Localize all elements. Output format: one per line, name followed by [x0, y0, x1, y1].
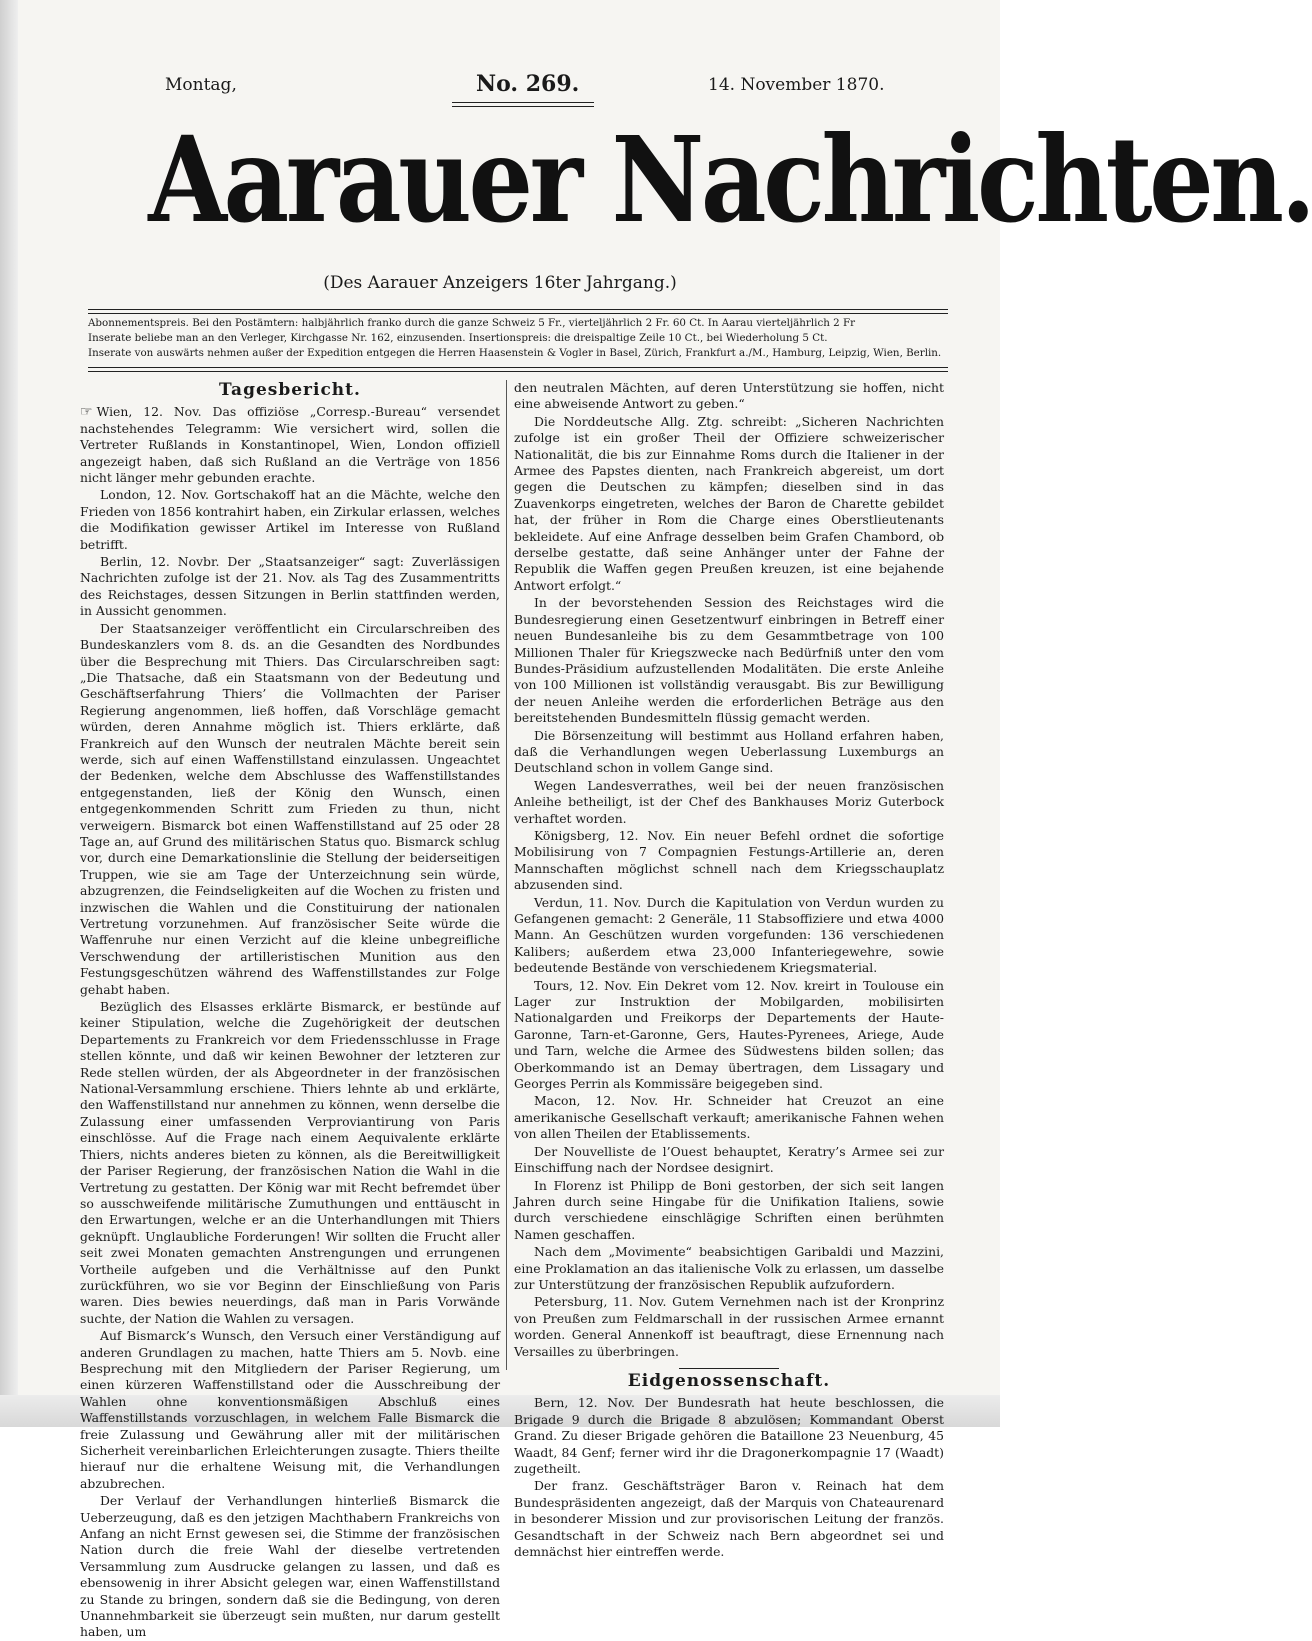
article-paragraph: Der Verlauf der Verhandlungen hinterließ Bismarck die Ueberzeugung, daß es den jetzigen Machthabern Frankreichs von Anfang an nicht Ernst gewesen sei, die Stimme der französischen Nation durch die freie Wahl der dieselbe vertretenden Versammlung zum Ausdrucke gelangen zu lassen, und daß es ebensowenig in ihrer Absicht gelegen war, einen Waffenstillstand zu Stande zu bringen, sondern daß sie die Bedingung, von deren Unannehmbarkeit sie überzeugt sein mußten, nur darum gestellt haben, um [80, 1493, 500, 1640]
article-paragraph: In Florenz ist Philipp de Boni gestorben, der sich seit langen Jahren durch seine Hingabe für die Unifikation Italiens, sowie durch verschiedene einschlägige Schriften einen berühmten Namen geschaffen. [514, 1177, 944, 1242]
left-column [80, 380, 500, 1640]
section-rule [88, 367, 948, 372]
column-divider [506, 380, 507, 1370]
pointing-hand-icon: ☞ [80, 404, 93, 421]
article-paragraph: In der bevorstehenden Session des Reichstages wird die Bundesregierung einen Gesetzentwurf einbringen in Betreff einer neuen Bundesanleihe bis zu dem Gesammtbetrage von 100 Millionen Thaler für Kriegszwecke nach Bedürfniß unter den vom Bundes-Präsidium aufzustellenden Modalitäten. Die erste Anleihe von 100 Millionen ist vollständig verausgabt. Bis zur Bewilligung der neuen Anleihe werden die erforderlichen Beträge aus den bereitstehenden Bundesmitteln flüssig gemacht werden. [514, 595, 944, 726]
issue-day: Montag, [165, 75, 237, 95]
issue-number-rule [452, 102, 594, 107]
right-column [514, 380, 944, 1560]
section-heading-eidgenossenschaft: Eidgenossenschaft. [627, 1370, 831, 1391]
article-paragraph: Auf Bismarck’s Wunsch, den Versuch einer Verständigung auf anderen Grundlagen zu machen, hatte Thiers am 5. Novb. eine Besprechung mit den Mitgliedern der Pariser Regierung, um einen kürzeren Waffenstillstand oder die Ausschreibung der Wahlen ohne konventionsmäßigen Abschluß eines Waffenstillstands vorzuschlagen, in welchem Falle Bismarck die freie Zulassung und Gewährung aller mit der militärischen Sicherheit vereinbarlichen Erleichterungen zusagte. Thiers theilte hierauf nur die erhaltene Weisung mit, die Verhandlungen abzubrechen. [80, 1328, 500, 1491]
header-rule [88, 309, 948, 314]
issue-number: No. 269. [476, 71, 580, 97]
masthead-title: Aarauer Nachrichten. [148, 110, 1312, 249]
masthead [88, 110, 1312, 250]
subscription-info [88, 316, 950, 361]
article-paragraph: Der Staatsanzeiger veröffentlicht ein Circularschreiben des Bundeskanzlers vom 8. ds. an die Gesandten des Nordbundes über die Besprechung mit Thiers. Das Circularschreiben sagt: „Die Thatsache, daß ein Staatsmann von der Bedeutung und Geschäftserfahrung Thiers’ die Vollmachten der Pariser Regierung angenommen, ließ hoffen, daß Vorschläge gemacht würden, deren Annahme möglich ist. Thiers erklärte, daß Frankreich auf den Wunsch der neutralen Mächte bereit sein werde, sich auf einen Waffenstillstand einzulassen. Ungeachtet der Bedenken, welche dem Abschlusse des Waffenstillstandes entgegenstanden, ließ der König den Wunsch, einen entgegenkommenden Schritt zum Frieden zu thun, nicht verweigern. Bismarck bot einen Waffenstillstand auf 25 oder 28 Tage an, auf Grund des militärischen Status quo. Bismarck schlug vor, durch eine Demarkationslinie die Stellung der beiderseitigen Truppen, wie sie am Tage der Unterzeichnung sein würde, abzugrenzen, die Feindseligkeiten auf die Wochen zu fristen und inzwischen die Wahlen und die Constituirung der nationalen Vertretung vorzunehmen. Auf französischer Seite würde die Waffenruhe nur einen Verzicht auf die kleine unbegreifliche Verschwendung der artilleristischen Munition aus den Festungsgeschützen während des Waffenstillstandes zur Folge gehabt haben. [80, 620, 500, 997]
article-paragraph: Der Nouvelliste de l’Ouest behauptet, Keratry’s Armee sei zur Einschiffung nach der Nordsee designirt. [514, 1143, 944, 1176]
subscription-line: Inserate von auswärts nehmen außer der Expedition entgegen die Herren Haasenstein & Vogler in Basel, Zürich, Frankfurt a./M., Hamburg, Leipzig, Wien, Berlin. [88, 347, 942, 359]
article-paragraph: Bern, 12. Nov. Der Bundesrath hat heute beschlossen, die Brigade 9 durch die Brigade 8 abzulösen; Kommandant Oberst Grand. Zu dieser Brigade gehören die Bataillone 23 Neuenburg, 45 Waadt, 84 Genf; ferner wird ihr die Dragonerkompagnie 17 (Waadt) zugetheilt. [514, 1395, 944, 1476]
issue-date: 14. November 1870. [708, 75, 885, 95]
subscription-line: Inserate beliebe man an den Verleger, Kirchgasse Nr. 162, einzusenden. Insertionspreis: die dreispaltige Zeile 10 Ct., bei Wiederholung 5 Ct. [88, 332, 828, 344]
scan-edge-left [0, 0, 18, 1427]
subscription-line: Abonnementspreis. Bei den Postämtern: halbjährlich franko durch die ganze Schweiz 5 Fr., vierteljährlich 2 Fr. 60 Ct. In Aarau vierteljährlich 2 Fr [88, 317, 856, 329]
heading-rule [679, 1368, 779, 1369]
article-paragraph: Berlin, 12. Novbr. Der „Staatsanzeiger“ sagt: Zuverlässigen Nachrichten zufolge ist der 21. Nov. als Tag des Zusammentritts des Reichstages, dessen Sitzungen in Berlin stattfinden werden, in Aussicht genommen. [80, 554, 500, 619]
article-paragraph: Der franz. Geschäftsträger Baron v. Reinach hat dem Bundespräsidenten angezeigt, daß der Marquis von Chateaurenard in besonderer Mission und zur provisorischen Leitung der französ. Gesandtschaft in der Schweiz nach Bern abgeordnet sei und demnächst hier eintreffen werde. [514, 1478, 944, 1560]
article-paragraph: Verdun, 11. Nov. Durch die Kapitulation von Verdun wurden zu Gefangenen gemacht: 2 Generäle, 11 Stabsoffiziere und etwa 4000 Mann. An Geschützen wurden vorgefunden: 136 verschiedenen Kalibers; außerdem etwa 23,000 Infanteriegewehre, sowie bedeutende Bestände von verschiedenem Kriegsmaterial. [514, 894, 944, 976]
article-paragraph: Nach dem „Movimente“ beabsichtigen Garibaldi und Mazzini, eine Proklamation an das italienische Volk zu erlassen, um dasselbe zur Unterstützung der französischen Republik aufzufordern. [514, 1244, 944, 1292]
masthead-subtitle: (Des Aarauer Anzeigers 16ter Jahrgang.) [323, 273, 677, 293]
article-paragraph: ☞ Wien, 12. Nov. Das offiziöse „Corresp.-Bureau“ versendet nachstehendes Telegramm: Wie versichert wird, sollen die Vertreter Rußlands in Konstantinopel, Wien, London offiziell angezeigt haben, daß sich Rußland an die Verträge von 1856 nicht länger mehr gebunden erachte. [80, 404, 500, 486]
article-paragraph: den neutralen Mächten, auf deren Unterstützung sie hoffen, nicht eine abweisende Antwort zu geben.“ [514, 380, 944, 412]
article-paragraph: Macon, 12. Nov. Hr. Schneider hat Creuzot an eine amerikanische Gesellschaft verkauft; amerikanische Fahnen wehen von allen Theilen der Etablissements. [514, 1093, 944, 1142]
article-paragraph: Bezüglich des Elsasses erklärte Bismarck, er bestünde auf keiner Stipulation, welche die Zugehörigkeit der deutschen Departements zu Frankreich vor dem Friedensschlusse in Frage stellen könnte, und daß wir keinen Bewohner der letzteren zur Rede stellen würden, der als Abgeordneter in der französischen National-Versammlung erschiene. Thiers lehnte ab und erklärte, den Waffenstillstand nur annehmen zu können, wenn derselbe die Zulassung einer umfassenden Verproviantirung von Paris einschlösse. Auf die Frage nach einem Aequivalente erklärte Thiers, nichts anderes bieten zu können, als die Bereitwilligkeit der Pariser Regierung, der französischen Nation die Wahl in die Vertretung zu gestatten. Der König war mit Recht befremdet über so ausschweifende militärische Zumuthungen und enttäuscht in den Erwartungen, welche er an die Unterhandlungen mit Thiers geknüpft. Unglaubliche Forderungen! Wir sollten die Frucht aller seit zwei Monaten gemachten Anstrengungen und errungenen Vortheile aufgeben und die Verhältnisse auf den Punkt zurückführen, wo sie vor Beginn der Einschließung von Paris waren. Dies bewies neuerdings, daß man in Paris Vorwände suchte, der Nation die Wahlen zu versagen. [80, 999, 500, 1326]
article-paragraph: London, 12. Nov. Gortschakoff hat an die Mächte, welche den Frieden von 1856 kontrahirt haben, ein Zirkular erlassen, welches die Modifikation gewisser Artikel im Interesse von Rußland betrifft. [80, 487, 500, 552]
article-paragraph: Petersburg, 11. Nov. Gutem Vernehmen nach ist der Kronprinz von Preußen zum Feldmarschall in der russischen Armee ernannt worden. General Annenkoff ist beauftragt, diese Ernennung nach Versailles zu überbringen. [514, 1294, 944, 1359]
article-paragraph: Tours, 12. Nov. Ein Dekret vom 12. Nov. kreirt in Toulouse ein Lager zur Instruktion der Mobilgarden, mobilisirten Nationalgarden und Freikorps der Departements der Haute-Garonne, Tarn-et-Garonne, Gers, Hautes-Pyrenees, Ariege, Aude und Tarn, welche die Armee des Südwestens bilden sollen; das Oberkommando ist an Demay übertragen, dem Lissagary und Georges Perrin als Kommissäre beigegeben sind. [514, 977, 944, 1092]
section-heading-tagesbericht: Tagesbericht. [219, 380, 361, 400]
article-paragraph: Königsberg, 12. Nov. Ein neuer Befehl ordnet die sofortige Mobilisirung von 7 Compagnien Festungs-Artillerie an, deren Mannschaften möglichst schnell nach dem Kriegsschauplatz abzusenden sind. [514, 827, 944, 893]
article-paragraph: Wegen Landesverrathes, weil bei der neuen französischen Anleihe betheiligt, ist der Chef des Bankhauses Moriz Guterbock verhaftet worden. [514, 777, 944, 826]
article-paragraph: Die Norddeutsche Allg. Ztg. schreibt: „Sicheren Nachrichten zufolge ist ein großer Theil der Offiziere schweizerischer Nationalität, die bis zur Einnahme Roms durch die Italiener in der Armee des Papstes dienten, nach Frankreich abgereist, um dort gegen die Deutschen zu kämpfen; dieselben sind in das Zuavenkorps eingetreten, welches der Baron de Charette gebildet hat, der früher in Rom die Charge eines Oberstlieutenants bekleidete. Auf eine Anfrage desselben beim Grafen Chambord, ob derselbe gestatte, daß seine Anhänger unter der Fahne der Republik die Waffen gegen Preußen kreuzen, ist eine bejahende Antwort erfolgt.“ [514, 413, 944, 593]
article-paragraph: Die Börsenzeitung will bestimmt aus Holland erfahren haben, daß die Verhandlungen wegen Ueberlassung Luxemburgs an Deutschland schon in vollem Gange sind. [514, 727, 944, 776]
